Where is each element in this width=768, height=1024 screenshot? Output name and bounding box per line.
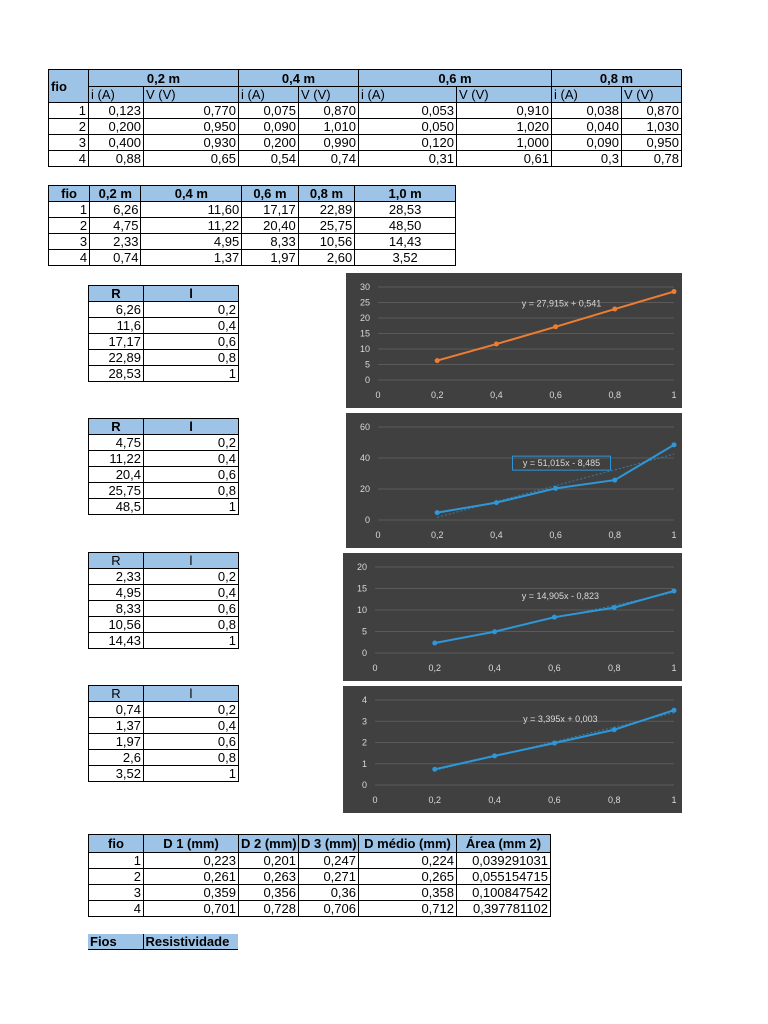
table-cell: 1 [144,499,239,515]
chart3-data-point [492,629,497,634]
table-row [89,885,551,901]
table-row [89,467,239,483]
table-cell: 28,53 [89,366,144,382]
chart2-data-point [612,478,617,483]
table-cell: 2,6 [89,750,144,766]
table-cell: 14,43 [89,633,144,649]
table-cell: 0,54 [239,151,299,167]
table-cell: 28,53 [355,202,456,218]
column-header: D 3 (mm) [299,835,359,853]
table-cell: 0,397781102 [457,901,551,917]
table-cell: 1,37 [141,250,242,266]
table-cell: 0,31 [359,151,457,167]
column-header: fio [89,835,144,853]
table-cell: 0,223 [144,853,239,869]
table-cell: 0,039291031 [457,853,551,869]
table-cell: 48,5 [89,499,144,515]
table-cell: 0,36 [299,885,359,901]
resistivity-table [88,934,238,950]
chart4-data-point [672,708,677,713]
table-row [89,702,239,718]
table-cell: 0,100847542 [457,885,551,901]
chart1-y-tick-label: 15 [359,328,370,339]
table-row [89,451,239,467]
table-cell: 1 [144,633,239,649]
table-cell: 0,870 [622,103,682,119]
column-header: fio [49,186,90,202]
wire1-r-l-table [88,285,239,382]
table-cell: 0,4 [144,451,239,467]
column-header: R [89,286,144,302]
sub-header: V (V) [144,87,239,103]
column-header: l [144,553,239,569]
table-cell: 1 [49,202,90,218]
table-row [49,103,682,119]
sub-header: V (V) [622,87,682,103]
chart4-y-tick-label: 3 [361,716,367,727]
table-cell: 1,97 [242,250,299,266]
chart4-y-tick-label: 4 [361,695,367,705]
chart4-data-point [432,767,437,772]
table-cell: 0,4 [144,718,239,734]
chart1-y-tick-label: 5 [364,359,370,370]
chart1-y-tick-label: 25 [359,297,370,308]
table-cell: 4,75 [90,218,141,234]
chart1-x-tick-label: 1 [671,390,677,400]
table-cell: 0,701 [144,901,239,917]
chart1-data-point [494,342,499,347]
corner-header-fio: fio [49,70,89,103]
column-header: D 2 (mm) [239,835,299,853]
table-row [89,499,239,515]
column-header: l [144,686,239,702]
sub-header: i (A) [239,87,299,103]
table-cell: 48,50 [355,218,456,234]
table-cell: 1,030 [622,119,682,135]
chart1-y-tick-label: 0 [364,375,370,385]
chart3-x-tick-label: 1 [671,663,677,673]
table-row [89,718,239,734]
table-cell: 0,6 [144,334,239,350]
table-row [89,366,239,382]
sub-header: i (A) [552,87,622,103]
column-header: D 1 (mm) [144,835,239,853]
chart2-x-tick-label: 0,4 [490,530,503,540]
chart4-x-tick-label: 0,8 [607,795,621,805]
table-cell: 0,200 [239,135,299,151]
column-header: R [89,553,144,569]
chart3-y-tick-label: 10 [356,605,367,615]
table-cell: 2 [49,119,89,135]
chart3-data-point [612,605,617,610]
wire4-chart [343,686,682,813]
wire2-chart [346,413,682,548]
table-cell: 1,37 [89,718,144,734]
table-row [49,151,682,167]
table-cell: 1 [144,366,239,382]
chart2-trendline-equation: y = 51,015x - 8,485 [522,458,601,469]
table-cell: 0,3 [552,151,622,167]
chart4-x-tick-label: 0,2 [428,795,442,805]
table-cell: 0,4 [144,585,239,601]
chart4-data-point [492,753,497,758]
resistance-table [48,185,456,266]
table-cell: 0,201 [239,853,299,869]
table-cell: 3 [49,234,90,250]
table-cell: 0,6 [144,734,239,750]
table-row [89,901,551,917]
table-cell: 4,75 [89,435,144,451]
chart1-x-tick-label: 0,2 [430,390,444,400]
table-cell: 11,60 [141,202,242,218]
chart3-x-tick-label: 0,2 [428,663,442,673]
wire3-chart [343,553,682,681]
chart1-y-tick-label: 20 [359,313,370,323]
chart3-x-tick-label: 0,8 [607,663,621,673]
table-cell: 25,75 [89,483,144,499]
table-row [89,302,239,318]
chart3-y-tick-label: 20 [356,562,367,572]
table-cell: 0,2 [144,702,239,718]
table-cell: 0,74 [89,702,144,718]
table-cell: 0,950 [144,119,239,135]
column-header: 1,0 m [355,186,456,202]
wire3-r-l-table [88,552,239,649]
chart1-data-point [553,324,558,329]
table-cell: 0,4 [144,318,239,334]
table-row [49,250,456,266]
table-cell: 2,33 [89,569,144,585]
chart3-x-tick-label: 0 [372,663,378,673]
chart2-x-tick-label: 0,8 [608,530,622,540]
table-cell: 0,6 [144,601,239,617]
table-cell: 0,74 [90,250,141,266]
table-cell: 4 [49,151,89,167]
sub-header: V (V) [457,87,552,103]
table-cell: 3 [89,885,144,901]
wire4-chart-svg [343,686,682,813]
table-cell: 0,712 [359,901,457,917]
chart4-x-tick-label: 0,4 [488,795,501,805]
table-cell: 2 [49,218,90,234]
chart3-y-tick-label: 0 [361,648,367,658]
table-cell: 1 [144,766,239,782]
table-cell: 0,2 [144,435,239,451]
table-row [89,853,551,869]
table-cell: 6,26 [89,302,144,318]
table-cell: 0,950 [622,135,682,151]
table-cell: 0,040 [552,119,622,135]
column-header: Fios [88,934,143,950]
chart4-trendline-equation: y = 3,395x + 0,003 [523,714,598,725]
column-header: 0,2 m [90,186,141,202]
chart1-y-tick-label: 10 [359,344,370,354]
table-cell: 0,930 [144,135,239,151]
chart2-y-tick-label: 0 [364,515,370,525]
wire1-chart-svg [346,273,682,408]
column-header: l [144,286,239,302]
table-cell: 0,356 [239,885,299,901]
chart4-x-tick-label: 1 [671,795,677,805]
table-cell: 22,89 [89,350,144,366]
chart3-y-tick-label: 15 [356,583,367,594]
chart3-trendline-equation: y = 14,905x - 0,823 [521,590,600,601]
table-cell: 0,88 [89,151,144,167]
chart4-y-tick-label: 2 [361,737,367,748]
table-cell: 0,2 [144,569,239,585]
chart4-x-tick-label: 0 [372,795,378,805]
table-cell: 0,038 [552,103,622,119]
table-row [49,234,456,250]
table-cell: 0,359 [144,885,239,901]
table-cell: 0,263 [239,869,299,885]
table-row [89,601,239,617]
chart3-data-point [552,615,557,620]
group-header: 0,4 m [239,70,359,87]
chart2-y-tick-label: 40 [359,453,370,463]
table-row [89,350,239,366]
chart2-data-point [435,510,440,515]
chart1-x-tick-label: 0 [375,390,381,400]
chart1-data-point [435,358,440,363]
table-cell: 0,247 [299,853,359,869]
table-row [89,633,239,649]
table-cell: 0,055154715 [457,869,551,885]
chart3-x-tick-label: 0,6 [548,663,561,673]
table-cell: 20,40 [242,218,299,234]
table-cell: 11,22 [141,218,242,234]
table-cell: 10,56 [298,234,355,250]
table-cell: 0,090 [239,119,299,135]
table-cell: 1,000 [457,135,552,151]
column-header: R [89,419,144,435]
wire2-chart-svg [346,413,682,548]
column-header: 0,6 m [242,186,299,202]
table-cell: 25,75 [298,218,355,234]
group-header: 0,2 m [89,70,239,87]
table-cell: 0,8 [144,350,239,366]
table-cell: 0,2 [144,302,239,318]
column-header: D médio (mm) [359,835,457,853]
table-cell: 11,6 [89,318,144,334]
table-cell: 0,050 [359,119,457,135]
chart4-y-tick-label: 1 [361,758,367,769]
table-cell: 0,990 [299,135,359,151]
table-cell: 0,8 [144,750,239,766]
table-cell: 0,400 [89,135,144,151]
table-cell: 1,97 [89,734,144,750]
table-cell: 0,770 [144,103,239,119]
chart4-data-point [552,741,557,746]
table-cell: 0,090 [552,135,622,151]
chart2-x-tick-label: 1 [671,530,677,540]
table-cell: 0,61 [457,151,552,167]
table-row [89,750,239,766]
table-cell: 0,74 [299,151,359,167]
table-cell: 4,95 [141,234,242,250]
chart1-x-tick-label: 0,8 [608,390,622,400]
table-cell: 0,706 [299,901,359,917]
table-row [49,218,456,234]
table-cell: 2,60 [298,250,355,266]
chart2-data-point [494,500,499,505]
table-cell: 0,6 [144,467,239,483]
chart2-data-point [553,486,558,491]
table-cell: 2 [89,869,144,885]
table-cell: 0,8 [144,617,239,633]
table-cell: 0,261 [144,869,239,885]
table-cell: 22,89 [298,202,355,218]
wire4-r-l-table [88,685,239,782]
chart2-y-tick-label: 60 [359,422,370,432]
table-cell: 6,26 [90,202,141,218]
table-cell: 0,728 [239,901,299,917]
chart1-y-tick-label: 30 [359,282,370,292]
diameter-area-table [88,834,551,917]
table-cell: 0,358 [359,885,457,901]
chart1-trendline-equation: y = 27,915x + 0,541 [521,298,602,309]
chart2-y-tick-label: 20 [359,484,370,494]
chart2-x-tick-label: 0,6 [549,530,562,540]
chart2-x-tick-label: 0,2 [430,530,444,540]
table-cell: 0,870 [299,103,359,119]
chart4-data-point [612,727,617,732]
column-header: Resistividade [143,934,238,950]
table-row [89,569,239,585]
table-cell: 17,17 [242,202,299,218]
wire2-r-l-table [88,418,239,515]
current-voltage-table [48,69,682,167]
table-cell: 4 [89,901,144,917]
sub-header: V (V) [299,87,359,103]
table-cell: 0,65 [144,151,239,167]
table-cell: 0,123 [89,103,144,119]
table-cell: 0,910 [457,103,552,119]
chart1-data-point [612,307,617,312]
column-header: l [144,419,239,435]
chart4-x-tick-label: 0,6 [548,795,561,805]
table-cell: 8,33 [89,601,144,617]
table-cell: 17,17 [89,334,144,350]
table-cell: 0,200 [89,119,144,135]
table-row [49,202,456,218]
table-row [89,617,239,633]
table-cell: 0,271 [299,869,359,885]
table-row [89,585,239,601]
table-row [89,869,551,885]
table-cell: 4,95 [89,585,144,601]
column-header: R [89,686,144,702]
table-cell: 0,265 [359,869,457,885]
table-row [89,334,239,350]
group-header: 0,6 m [359,70,552,87]
column-header: Área (mm 2) [457,835,551,853]
wire1-chart [346,273,682,408]
table-row [89,483,239,499]
table-cell: 0,78 [622,151,682,167]
chart2-data-point [672,442,677,447]
column-header: 0,4 m [141,186,242,202]
table-row [89,734,239,750]
chart2-series-line [437,445,674,513]
table-cell: 2,33 [90,234,141,250]
table-cell: 0,8 [144,483,239,499]
table-cell: 0,224 [359,853,457,869]
table-row [49,119,682,135]
sub-header: i (A) [359,87,457,103]
chart2-x-tick-label: 0 [375,530,381,540]
table-cell: 11,22 [89,451,144,467]
table-cell: 14,43 [355,234,456,250]
chart3-x-tick-label: 0,4 [488,663,501,673]
wire3-chart-svg [343,553,682,681]
chart3-y-tick-label: 5 [361,626,367,637]
table-row [89,318,239,334]
table-cell: 3,52 [89,766,144,782]
table-cell: 1,010 [299,119,359,135]
table-row [89,435,239,451]
group-header: 0,8 m [552,70,682,87]
table-cell: 20,4 [89,467,144,483]
table-cell: 3 [49,135,89,151]
chart3-data-point [672,588,677,593]
table-row [89,766,239,782]
table-cell: 0,075 [239,103,299,119]
table-cell: 1 [49,103,89,119]
table-cell: 0,053 [359,103,457,119]
chart3-data-point [432,640,437,645]
table-cell: 4 [49,250,90,266]
chart1-x-tick-label: 0,4 [490,390,503,400]
table-cell: 10,56 [89,617,144,633]
table-cell: 1,020 [457,119,552,135]
table-cell: 8,33 [242,234,299,250]
table-cell: 0,120 [359,135,457,151]
table-cell: 1 [89,853,144,869]
column-header: 0,8 m [298,186,355,202]
sub-header: i (A) [89,87,144,103]
table-cell: 3,52 [355,250,456,266]
table-row [49,135,682,151]
chart1-data-point [672,289,677,294]
chart4-y-tick-label: 0 [361,780,367,790]
chart1-x-tick-label: 0,6 [549,390,562,400]
